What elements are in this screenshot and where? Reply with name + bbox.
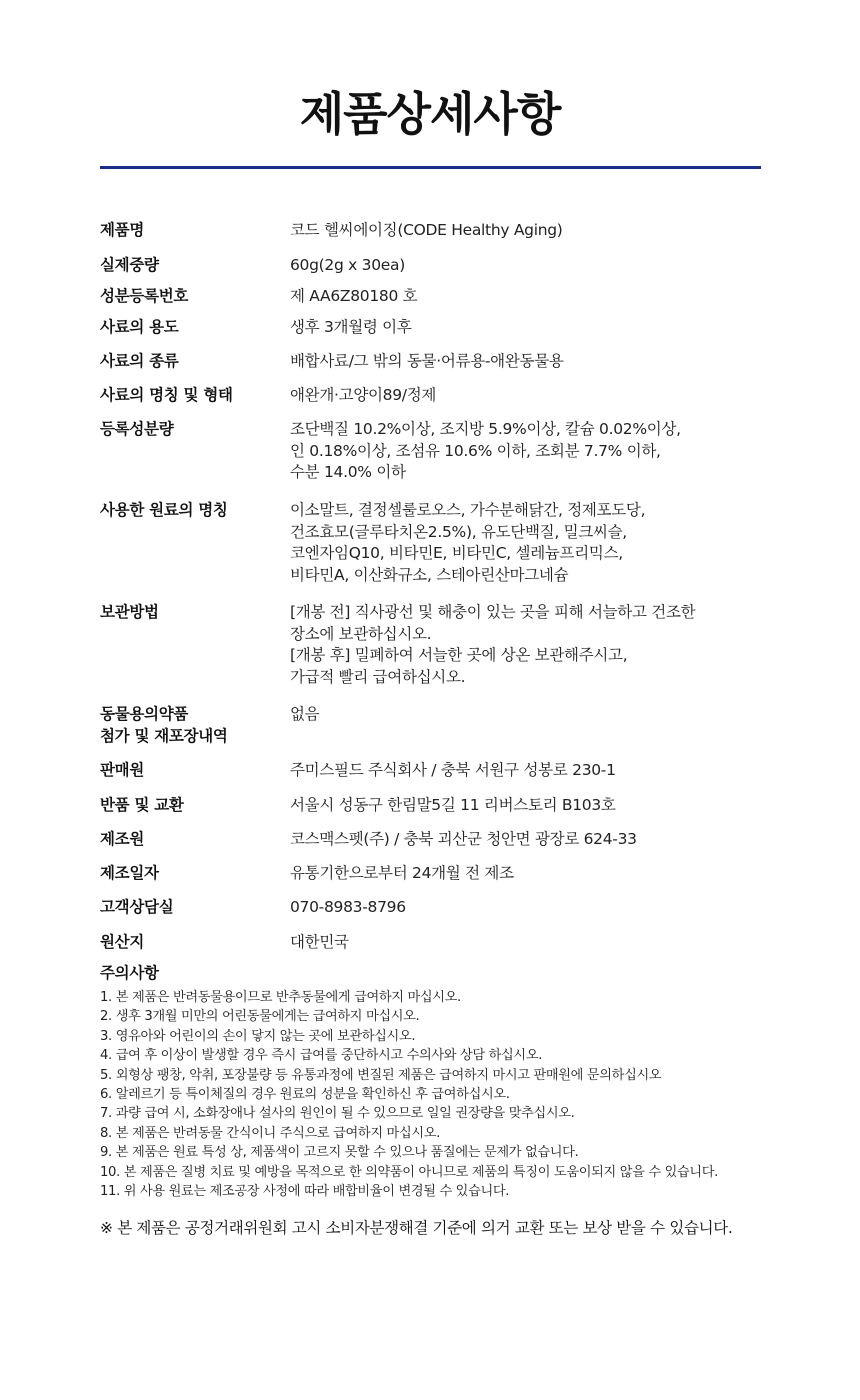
spec-label: 사용한 원료의 명칭 <box>100 501 228 519</box>
spec-row-ingredients <box>100 500 780 602</box>
spec-value: 서울시 성동구 한림말5길 11 리버스토리 B103호 <box>290 796 616 814</box>
spec-row-manufacturer <box>100 829 780 863</box>
spec-label: 동물용의약품 첨가 및 재포장내역 <box>100 705 228 745</box>
spec-value: 없음 <box>290 705 320 723</box>
cautions-heading: 주의사항 <box>100 964 159 982</box>
spec-row-registered-nutrients <box>100 419 780 500</box>
title-divider <box>100 166 761 169</box>
list-item: 6. 알레르기 등 특이체질의 경우 원료의 성분을 확인하신 후 급여하십시오. <box>100 1087 510 1103</box>
spec-label: 제품명 <box>100 221 145 239</box>
spec-label: 원산지 <box>100 933 145 951</box>
spec-value: 이소말트, 결정셀룰로오스, 가수분해닭간, 정제포도당, 건조효모(글루타치온2.5%), 유도단백질, 밀크씨슬, 코엔자임Q10, 비타민E, 비타민C, 셀레늄프리믹스, 비타민A, 이산화규소, 스테아린산마그네슘 <box>290 501 646 584</box>
spec-value: 070-8983-8796 <box>290 898 406 916</box>
spec-row-storage <box>100 602 780 704</box>
compensation-notice: ※ 본 제품은 공정거래위원회 고시 소비자분쟁해결 기준에 의거 교환 또는 보상 받을 수 있습니다. <box>100 1219 733 1237</box>
spec-value: 코드 헬씨에이징(CODE Healthy Aging) <box>290 221 563 239</box>
spec-row-origin <box>100 932 780 963</box>
spec-row-feed-name-form <box>100 385 780 419</box>
cautions-list <box>100 988 840 1201</box>
list-item: 11. 위 사용 원료는 제조공장 사정에 따라 배합비율이 변경될 수 있습니다. <box>100 1184 510 1200</box>
spec-row-feed-type <box>100 351 780 385</box>
spec-value: 대한민국 <box>290 933 349 951</box>
spec-label: 사료의 용도 <box>100 318 179 336</box>
spec-value: 제 AA6Z80180 호 <box>290 287 418 305</box>
spec-value: [개봉 전] 직사광선 및 해충이 있는 곳을 피해 서늘하고 건조한 장소에 보관하십시오. [개봉 후] 밀폐하여 서늘한 곳에 상온 보관해주시고, 가급적 빨리 급여하십시오. <box>290 603 696 686</box>
spec-label: 성분등록번호 <box>100 287 189 305</box>
spec-value: 코스맥스펫(주) / 충북 괴산군 청안면 광장로 624-33 <box>290 830 637 848</box>
spec-row-seller <box>100 760 780 795</box>
spec-table <box>100 220 780 963</box>
spec-value: 애완개·고양이89/정제 <box>290 386 437 404</box>
spec-label: 사료의 명칭 및 형태 <box>100 386 233 404</box>
list-item: 7. 과량 급여 시, 소화장애나 설사의 원인이 될 수 있으므로 일일 권장량을 맞추십시오. <box>100 1106 575 1122</box>
spec-row-registration-number <box>100 286 780 317</box>
spec-row-manufacture-date <box>100 863 780 897</box>
spec-row-product-name <box>100 220 780 255</box>
spec-value: 주미스필드 주식회사 / 충북 서원구 성봉로 230-1 <box>290 761 616 779</box>
list-item: 8. 본 제품은 반려동물 간식이니 주식으로 급여하지 마십시오. <box>100 1125 440 1141</box>
list-item: 1. 본 제품은 반려동물용이므로 반추동물에게 급여하지 마십시오. <box>100 990 461 1005</box>
spec-row-veterinary-additives <box>100 704 780 760</box>
spec-label: 실제중량 <box>100 256 159 274</box>
spec-label: 반품 및 교환 <box>100 796 184 814</box>
spec-value: 유통기한으로부터 24개월 전 제조 <box>290 864 514 882</box>
list-item: 4. 급여 후 이상이 발생할 경우 즉시 급여를 중단하시고 수의사와 상담 하십시오. <box>100 1048 543 1064</box>
spec-row-returns <box>100 795 780 829</box>
list-item: 3. 영유아와 어린이의 손이 닿지 않는 곳에 보관하십시오. <box>100 1028 416 1044</box>
list-item: 2. 생후 3개월 미만의 어린동물에게는 급여하지 마십시오. <box>100 1009 420 1025</box>
spec-row-usage <box>100 317 780 351</box>
spec-row-weight <box>100 255 780 286</box>
list-item: 5. 외형상 팽창, 악취, 포장불량 등 유통과정에 변질된 제품은 급여하지 마시고 판매원에 문의하십시오 <box>100 1067 662 1083</box>
spec-value: 조단백질 10.2%이상, 조지방 5.9%이상, 칼슘 0.02%이상, 인 0.18%이상, 조섬유 10.6% 이하, 조회분 7.7% 이하, 수분 14.0% 이하 <box>290 420 681 481</box>
list-item: 9. 본 제품은 원료 특성 상, 제품색이 고르지 못할 수 있으나 품질에는 문제가 없습니다. <box>100 1145 579 1161</box>
spec-label: 판매원 <box>100 761 145 779</box>
spec-label: 등록성분량 <box>100 420 174 438</box>
spec-value: 60g(2g x 30ea) <box>290 256 405 274</box>
spec-label: 사료의 종류 <box>100 352 179 370</box>
spec-value: 생후 3개월령 이후 <box>290 318 412 336</box>
spec-label: 보관방법 <box>100 603 159 621</box>
page-title: 제품상세사항 <box>299 87 561 141</box>
list-item: 10. 본 제품은 질병 치료 및 예방을 목적으로 한 의약품이 아니므로 제품의 특징이 도움이되지 않을 수 있습니다. <box>100 1164 718 1180</box>
spec-label: 제조원 <box>100 830 145 848</box>
spec-value: 배합사료/그 밖의 동물·어류용-애완동물용 <box>290 352 564 370</box>
spec-row-customer-service <box>100 897 780 932</box>
spec-label: 제조일자 <box>100 864 159 882</box>
spec-label: 고객상담실 <box>100 898 174 916</box>
